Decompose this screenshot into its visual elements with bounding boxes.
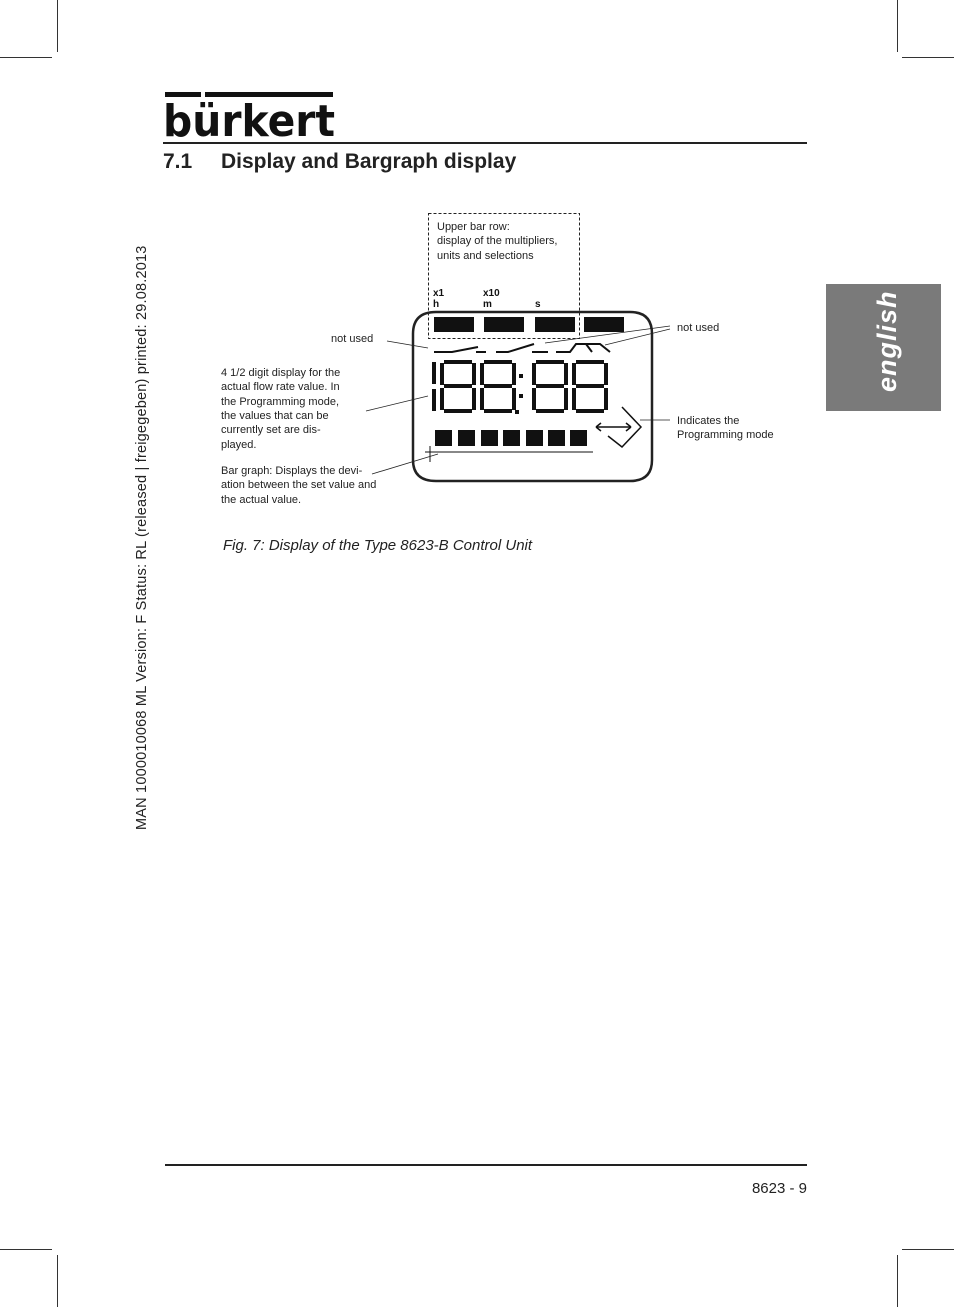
language-label: english bbox=[872, 290, 902, 392]
figure-caption: Fig. 7: Display of the Type 8623-B Control Unit bbox=[223, 537, 533, 554]
upper-bar-segment bbox=[535, 317, 575, 332]
bar-graph-label-2: ation between the set value and bbox=[221, 479, 377, 491]
upper-bar-segment bbox=[484, 317, 524, 332]
section-number: 7.1 bbox=[163, 150, 193, 173]
unit-s: s bbox=[535, 299, 541, 310]
not-used-label-left: not used bbox=[331, 333, 374, 345]
page-number: 8623 - 9 bbox=[751, 1180, 807, 1197]
digit-display-label-4: the values that can be bbox=[221, 410, 329, 422]
digit-display-label-3: the Programming mode, bbox=[221, 396, 339, 408]
document-side-note: MAN 1000010068 ML Version: F Status: RL (released | freigegeben) printed: 29.08.2013 bbox=[134, 245, 150, 830]
upper-bar-segment bbox=[584, 317, 624, 332]
unit-h: h bbox=[433, 299, 440, 310]
bar-graph-label-3: the actual value. bbox=[221, 494, 302, 506]
not-used-label-right: not used bbox=[677, 322, 720, 334]
switch-symbols bbox=[434, 344, 610, 352]
digit-display-label-5: currently set are dis- bbox=[221, 424, 321, 436]
digit-display-label-1: 4 1/2 digit display for the bbox=[221, 367, 341, 379]
programming-mode-label-1: Indicates the bbox=[677, 415, 740, 427]
section-title: Display and Bargraph display bbox=[221, 150, 517, 173]
digit-display-label-6: played. bbox=[221, 439, 257, 451]
multiplier-x1: x1 bbox=[433, 288, 445, 299]
upper-bar-segment bbox=[434, 317, 474, 332]
upper-bar-row-label-2: display of the multipliers, bbox=[437, 235, 558, 247]
digit-display-label-2: actual flow rate value. In bbox=[221, 381, 340, 393]
upper-bar-row-label-1: Upper bar row: bbox=[437, 221, 510, 233]
bar-graph bbox=[435, 430, 587, 446]
upper-bar-row-label-3: units and selections bbox=[437, 250, 534, 262]
footer-rule bbox=[165, 1164, 807, 1166]
programming-mode-label-2: Programming mode bbox=[677, 429, 774, 441]
unit-m: m bbox=[483, 299, 492, 310]
seven-segment-digits bbox=[432, 360, 608, 414]
logo-wordmark: bürkert bbox=[163, 96, 335, 142]
bar-graph-label-1: Bar graph: Displays the devi- bbox=[221, 465, 363, 477]
multiplier-x10: x10 bbox=[483, 288, 500, 299]
